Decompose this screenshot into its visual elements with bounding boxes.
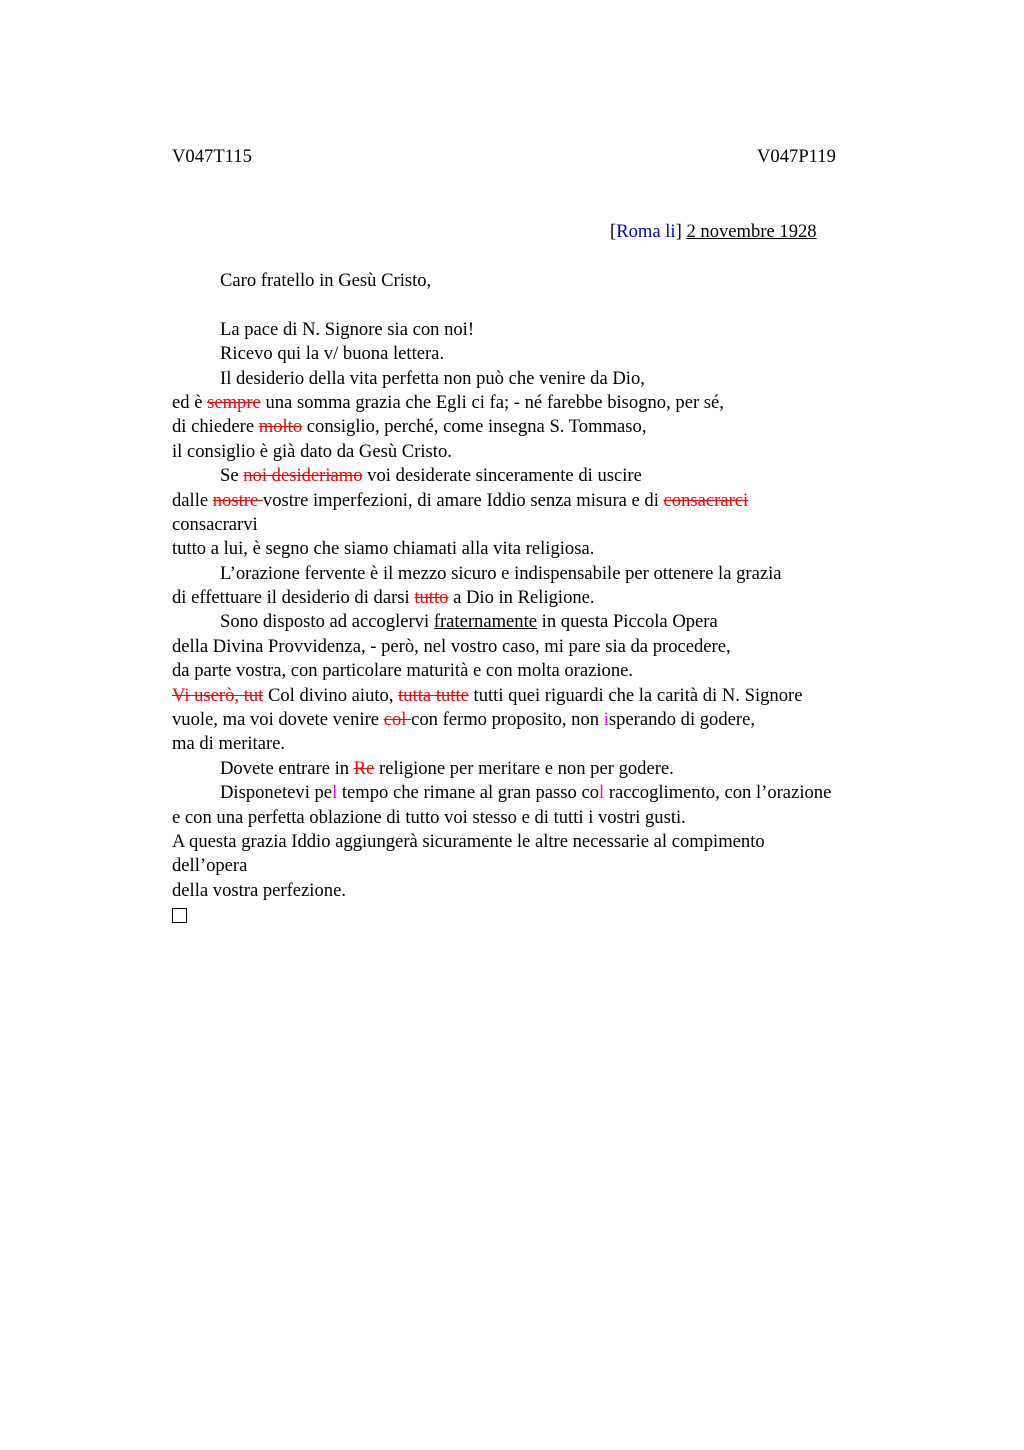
inserted-text: i <box>603 709 609 731</box>
text-line <box>172 489 912 513</box>
deleted-text: noi desideriamo <box>243 465 363 487</box>
text-line: consacrarvi <box>172 513 258 535</box>
text-span: tempo che rimane al gran passo co <box>337 782 599 804</box>
deleted-text: tutto <box>414 587 449 609</box>
text-span: di chiedere <box>172 416 259 438</box>
text-line: Ricevo qui la v/ buona lettera. <box>220 343 445 365</box>
text-line <box>172 757 912 781</box>
date-open-bracket: [ <box>610 221 617 242</box>
text-span: Dovete entrare in <box>220 757 354 779</box>
text-span: una somma grazia che Egli ci fa; - né farebbe bisogno, per sé, <box>260 391 724 413</box>
text-span: ed è <box>172 391 208 413</box>
text-line: della vostra perfezione. <box>172 879 346 901</box>
text-span: Sono disposto ad accoglervi <box>220 611 434 633</box>
underlined-text: fraternamente <box>433 611 538 633</box>
letter-body <box>172 269 912 928</box>
inserted-text: l <box>599 782 605 804</box>
text-line: il consiglio è già dato da Gesù Cristo. <box>172 440 452 462</box>
text-span: vostre imperfezioni, di amare Iddio senza misura e di <box>262 489 664 511</box>
date-text: 2 novembre 1928 <box>686 221 817 242</box>
text-line: A questa grazia Iddio aggiungerà sicuramente le altre necessarie al compimento <box>172 830 765 852</box>
letter-date <box>610 221 817 243</box>
text-span: sperando di godere, <box>608 709 755 731</box>
document-code-right: V047P119 <box>757 146 836 167</box>
deleted-text: col <box>383 709 412 731</box>
end-marker <box>172 903 912 927</box>
salutation: Caro fratello in Gesù Cristo, <box>220 270 432 291</box>
text-span: dalle <box>172 489 213 511</box>
text-line: della Divina Provvidenza, - però, nel vostro caso, mi pare sia da procedere, <box>172 635 731 657</box>
blank-line <box>172 293 912 317</box>
text-line <box>172 684 912 708</box>
text-span: in questa Piccola Opera <box>537 611 718 633</box>
deleted-text: molto <box>258 416 303 438</box>
text-line: L’orazione fervente è il mezzo sicuro e indispensabile per ottenere la grazia <box>220 562 782 584</box>
text-line: dell’opera <box>172 855 248 877</box>
text-line: tutto a lui, è segno che siamo chiamati alla vita religiosa. <box>172 538 595 560</box>
text-line: ma di meritare. <box>172 733 286 755</box>
text-line <box>172 610 912 634</box>
text-line: Il desiderio della vita perfetta non può che venire da Dio, <box>220 367 645 389</box>
text-span: Se <box>220 465 244 487</box>
deleted-text: consacrarci <box>663 489 749 511</box>
text-line <box>172 708 912 732</box>
text-span: di effettuare il desiderio di darsi <box>172 587 415 609</box>
date-place: Roma li <box>616 221 676 242</box>
text-line: e con una perfetta oblazione di tutto voi stesso e di tutti i vostri gusti. <box>172 806 686 828</box>
deleted-text: tutta tutte <box>398 684 469 706</box>
deleted-text: Re <box>353 757 375 779</box>
deleted-text: nostre <box>212 489 263 511</box>
text-span: Col divino aiuto, <box>263 684 399 706</box>
text-line <box>172 586 912 610</box>
text-span: consiglio, perché, come insegna S. Tommaso, <box>302 416 647 438</box>
text-span: voi desiderate sinceramente di uscire <box>362 465 642 487</box>
text-line <box>172 415 912 439</box>
text-span: a Dio in Religione. <box>448 587 595 609</box>
text-span: religione per meritare e non per godere. <box>374 757 674 779</box>
date-close-bracket: ] <box>675 221 682 242</box>
text-span: vuole, ma voi dovete venire <box>172 709 384 731</box>
text-line <box>172 391 912 415</box>
text-span: tutti quei riguardi che la carità di N. Signore <box>468 684 803 706</box>
text-span: raccoglimento, con l’orazione <box>604 782 832 804</box>
text-span: con fermo proposito, non <box>411 709 604 731</box>
document-code-left: V047T115 <box>172 146 252 167</box>
inserted-text: l <box>332 782 338 804</box>
text-line: da parte vostra, con particolare maturità e con molta orazione. <box>172 660 634 682</box>
text-line <box>172 464 912 488</box>
deleted-text: sempre <box>207 391 261 413</box>
empty-box-icon <box>172 908 187 923</box>
deleted-text: Vi userò, tut <box>172 684 264 706</box>
text-span: Disponetevi pe <box>220 782 333 804</box>
text-line <box>172 781 912 805</box>
text-line: La pace di N. Signore sia con noi! <box>220 318 475 340</box>
